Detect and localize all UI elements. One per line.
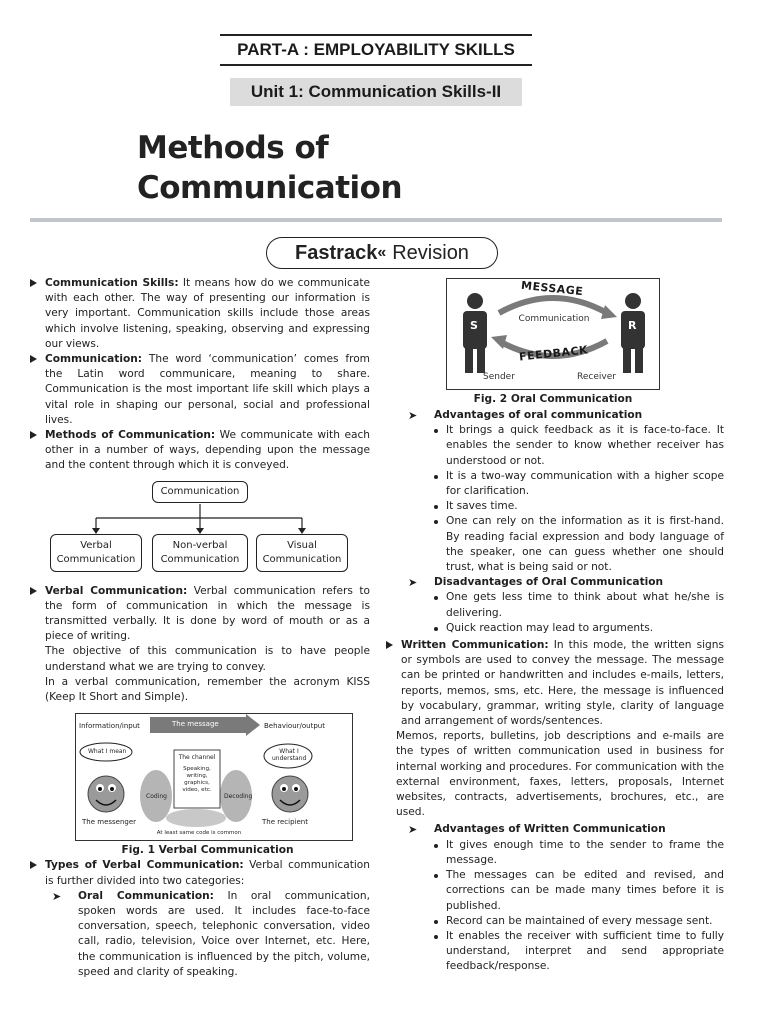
- dis-oral-heading: [386, 575, 724, 590]
- tree-visual-box: Visual Communication: [256, 534, 348, 572]
- oral-communication-figure: [446, 278, 660, 390]
- fig2-caption: Fig. 2 Oral Communication: [473, 393, 633, 405]
- adv-oral-item: One can rely on the information as it is first-hand. By reading facial expression and body language of the speaker, one can guess whether one should trust, what is being said or not.: [386, 514, 724, 575]
- term-label: Types of Verbal Communication:: [45, 859, 244, 872]
- heading-text: Disadvantages of Oral Communication: [434, 576, 664, 589]
- fastrack-revision-badge: [266, 237, 498, 269]
- objective-text: The objective of this communication is to have people understand what we are trying to convey.: [45, 645, 370, 673]
- fig2-sender-label: Sender: [483, 372, 515, 382]
- kiss-text: In a verbal communication, remember the acronym KISS (Keep It Short and Simple).: [45, 675, 370, 704]
- comm-skills-item: [30, 276, 370, 352]
- term-label: Methods of Communication:: [45, 429, 216, 442]
- adv-written-heading: [386, 822, 724, 837]
- definition-text: In this mode, the written signs or symbols are used to convey the message. The message can be printed or handwritten and includes e-mails, letters, reports, memos, sms, etc. Here, the message is influenced by vocabulary, grammar, writing style, clarity of language and arrangement of words/sentences.: [401, 639, 724, 728]
- types-item: [30, 858, 370, 888]
- definition-text: Verbal communication is further divided into two categories:: [45, 859, 370, 887]
- fig1-recipient-label: The recipient: [262, 818, 308, 827]
- definition-text: In oral communication, spoken words are used. It includes face-to-face conversation, speech, telephonic conversation, video call, radio, television, Voice over Internet, etc. Here, the communication is influenced by the pitch, volume, speed and clarity of speaking.: [78, 889, 370, 978]
- left-column: [30, 276, 370, 980]
- arrow-bullet-icon: [30, 279, 37, 287]
- title-divider: [30, 218, 722, 222]
- chevron-bullet-icon: ➤: [408, 409, 418, 422]
- definition-text: It means how do we communicate with each other. The way of presenting our information is very important. Communication skills include those areas which involve listening, speaking, observing and expressing our views.: [45, 277, 370, 350]
- fig2-receiver-letter: R: [628, 319, 637, 332]
- fig1-common-code-label: At least same code is common: [156, 830, 242, 837]
- right-oral-section: [386, 408, 724, 975]
- revision-label: Revision: [392, 241, 469, 264]
- adv-written-item: The messages can be edited and revised, and corrections can be made many times before it is published.: [386, 868, 724, 914]
- page-title: Methods of Communication: [137, 130, 403, 206]
- fig1-understand-bubble: What I understand: [272, 748, 307, 763]
- verbal-item: [30, 584, 370, 645]
- oral-figure-art: [447, 279, 659, 389]
- communication-item: [30, 352, 370, 428]
- fig1-message-label: The message: [172, 720, 219, 729]
- chevron-bullet-icon: ➤: [408, 576, 418, 590]
- fastrack-chevron-icon: «: [377, 244, 387, 261]
- part-header: PART-A : EMPLOYABILITY SKILLS: [220, 34, 532, 66]
- fig1-caption: Fig. 1 Verbal Communication: [121, 844, 294, 857]
- tree-verbal-box: Verbal Communication: [50, 534, 142, 572]
- definition-text: Verbal communication refers to the form of communication in which the message is transmitted verbally. It is done by word of mouth or as a piece of writing.: [45, 584, 370, 643]
- term-label: Verbal Communication:: [45, 584, 188, 597]
- definition-text: The word ‘communication’ comes from the Latin word communicare, meaning to share. Communication is the most important life skill which plays a vital role in shaping our personal, social and professional lives.: [45, 353, 370, 426]
- adv-oral-item: It is a two-way communication with a higher scope for clarification.: [386, 469, 724, 499]
- tree-root-box: Communication: [152, 481, 248, 503]
- fig1-meaning-bubble: What I mean: [88, 748, 127, 756]
- fig1-messenger-label: The messenger: [82, 818, 137, 827]
- communication-tree-diagram: [30, 480, 370, 580]
- fig1-output-label: Behaviour/output: [264, 722, 325, 731]
- term-label: Written Communication:: [401, 639, 549, 652]
- fig1-input-label: Information/input: [79, 722, 140, 731]
- arrow-bullet-icon: [386, 641, 393, 649]
- fig2-message-label: MESSAGE: [520, 278, 584, 299]
- arrow-bullet-icon: [30, 861, 37, 869]
- adv-oral-heading: [386, 408, 724, 423]
- fig2-receiver-label: Receiver: [577, 372, 616, 382]
- memos-text: Memos, reports, bulletins, job descriptions and e-mails are the types of written communication used in business for internal working and procedures. For communication with the external environment, faxes, letters, proposals, Internet websites, contracts, advertisements, brochures, etc., are used.: [396, 730, 724, 819]
- adv-oral-item: It brings a quick feedback as it is face-to-face. It enables the sender to know whether receiver has understood or not.: [386, 423, 724, 469]
- heading-text: Advantages of oral communication: [434, 409, 643, 421]
- methods-item: [30, 428, 370, 474]
- fig1-channel-title: The channel: [178, 754, 216, 762]
- fig2-sender-letter: S: [470, 319, 478, 332]
- heading-text: Advantages of Written Communication: [434, 823, 666, 836]
- term-label: Oral Communication:: [78, 889, 214, 902]
- adv-oral-item: It saves time.: [386, 499, 724, 514]
- oral-item: [30, 889, 370, 980]
- definition-text: We communicate with each other in a number of ways, depending upon the message and the content through which it is conveyed.: [45, 429, 370, 472]
- unit-header: Unit 1: Communication Skills-II: [230, 78, 522, 106]
- fig1-coding-label: Coding: [146, 793, 167, 801]
- term-label: Communication Skills:: [45, 277, 179, 289]
- fastrack-label: Fastrack: [295, 241, 378, 264]
- dis-oral-item: One gets less time to think about what he/she is delivering.: [386, 590, 724, 620]
- chevron-bullet-icon: ➤: [52, 889, 62, 903]
- arrow-bullet-icon: [30, 587, 37, 595]
- fig2-communication-label: Communication: [518, 314, 590, 324]
- fig2-feedback-label: FEEDBACK: [518, 343, 589, 364]
- dis-oral-item: Quick reaction may lead to arguments.: [386, 621, 724, 636]
- adv-written-item: It enables the receiver with sufficient time to fully understand, interpret and send appropriate feedback/response.: [386, 929, 724, 975]
- fig1-decoding-label: Decoding: [224, 793, 253, 801]
- arrow-bullet-icon: [30, 431, 37, 439]
- arrow-bullet-icon: [30, 355, 37, 363]
- chevron-bullet-icon: ➤: [408, 823, 418, 837]
- written-item: [386, 638, 724, 729]
- tree-nonverbal-box: Non-verbal Communication: [152, 534, 248, 572]
- adv-written-item: Record can be maintained of every message sent.: [386, 914, 724, 929]
- verbal-communication-figure: [75, 713, 353, 841]
- adv-written-item: It gives enough time to the sender to frame the message.: [386, 838, 724, 868]
- term-label: Communication:: [45, 353, 143, 366]
- fig1-channel-items: Speaking, writing, graphics, video, etc.: [182, 766, 212, 794]
